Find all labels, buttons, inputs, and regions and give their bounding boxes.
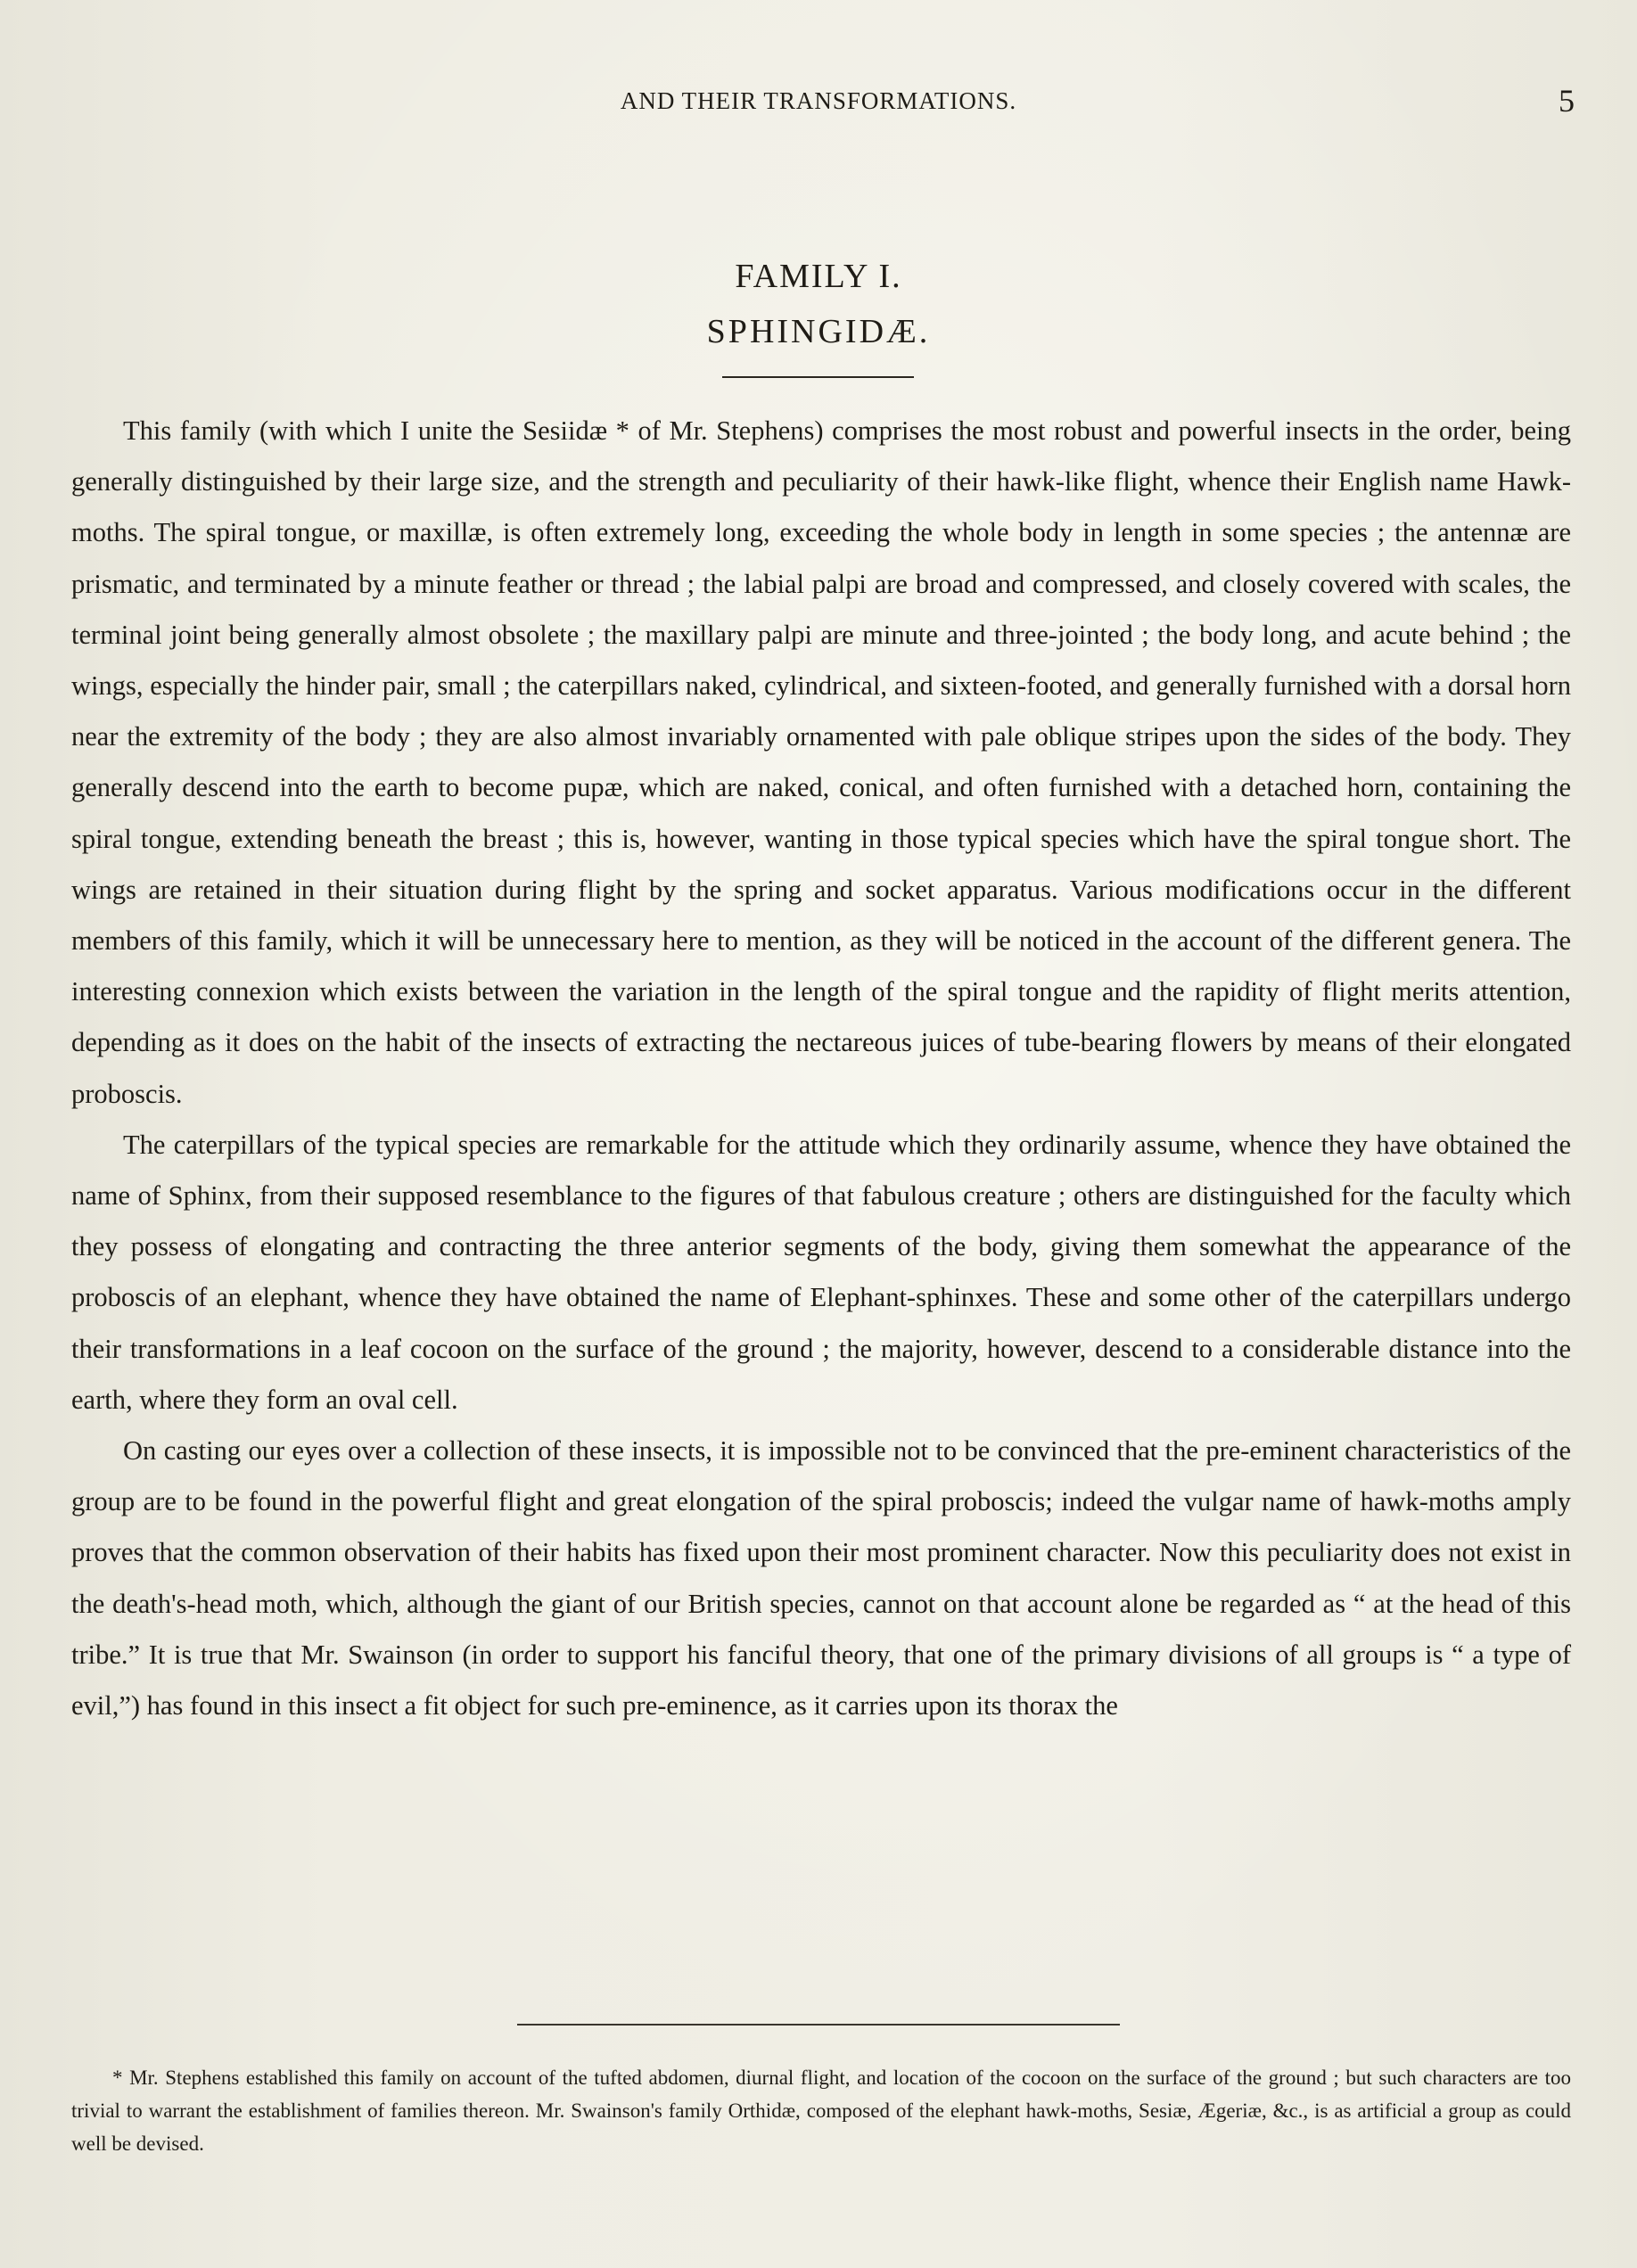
family-name: SPHINGIDÆ. [706,313,931,350]
page-number: 5 [1559,83,1575,119]
paragraph: The caterpillars of the typical species are remarkable for the attitude which they ordinarily assume, whence they have obtained the name of Sphinx, from their supposed resemblance to the figures of that fabulous creature ; others are distinguished for the faculty which they possess of elongating and contracting the three anterior segments of the body, giving them somewhat the appearance of the proboscis of an elephant, whence they have obtained the name of Elephant-sphinxes. These and some other of the caterpillars undergo their transformations in a leaf cocoon on the surface of the ground ; the majority, however, descend to a considerable distance into the earth, where they form an oval cell. [71,1129,1571,1415]
paragraph: On casting our eyes over a collection of these insects, it is impossible not to be convinced that the pre-eminent characteristics of the group are to be found in the powerful flight and great elongation of the spiral proboscis; indeed the vulgar name of hawk-moths amply proves that the common observation of their habits has fixed upon their most prominent character. Now this peculiarity does not exist in the death's-head moth, which, although the giant of our British species, cannot on that account alone be regarded as “ at the head of this tribe.” It is true that Mr. Swainson (in order to support his fanciful theory, that one of the primary divisions of all groups is “ a type of evil,”) has found in this insect a fit object for such pre-eminence, as it carries upon its thorax the [71,1435,1571,1722]
paragraph: This family (with which I unite the Sesiidæ * of Mr. Stephens) comprises the most robust and powerful insects in the order, being generally distinguished by their large size, and the strength and peculiarity of their hawk-like flight, whence their English name Hawk-moths. The spiral tongue, or maxillæ, is often extremely long, exceeding the whole body in length in some species ; the antennæ are prismatic, and terminated by a minute feather or thread ; the labial palpi are broad and compressed, and closely covered with scales, the terminal joint being generally almost obsolete ; the maxillary palpi are minute and three-jointed ; the body long, and acute behind ; the wings, especially the hinder pair, small ; the caterpillars naked, cylindrical, and sixteen-footed, and generally furnished with a dorsal horn near the extremity of the body ; they are also almost invariably ornamented with pale oblique stripes upon the sides of the body. They generally descend into the earth to become pupæ, which are naked, conical, and often furnished with a detached horn, containing the spiral tongue, extending beneath the breast ; this is, however, wanting in those typical species which have the spiral tongue short. The wings are retained in their situation during flight by the spring and socket apparatus. Various modifications occur in the different members of this family, which it will be unnecessary here to mention, as they will be noticed in the account of the different genera. The interesting connexion which exists between the variation in the length of the spiral tongue and the rapidity of flight merits attention, depending as it does on the habit of the insects of extracting the nectareous juices of tube-bearing flowers by means of their elongated proboscis. [71,415,1571,1109]
title-rule [722,376,914,378]
running-head: AND THEIR TRANSFORMATIONS. [620,87,1017,114]
footnote: * Mr. Stephens established this family on account of the tufted abdomen, diurnal flight, and location of the cocoon on the surface of the ground ; but such characters are too trivial to warrant the establishment of families thereon. Mr. Swainson's family Orthidæ, composed of the elephant hawk-moths, Sesiæ, Ægeriæ, &c., is as artificial a group as could well be devised. [71,2067,1571,2155]
family-heading: FAMILY I. [735,258,902,295]
body-text [71,406,1571,1731]
footnote-rule [517,2024,1120,2026]
page-header [0,83,1637,123]
